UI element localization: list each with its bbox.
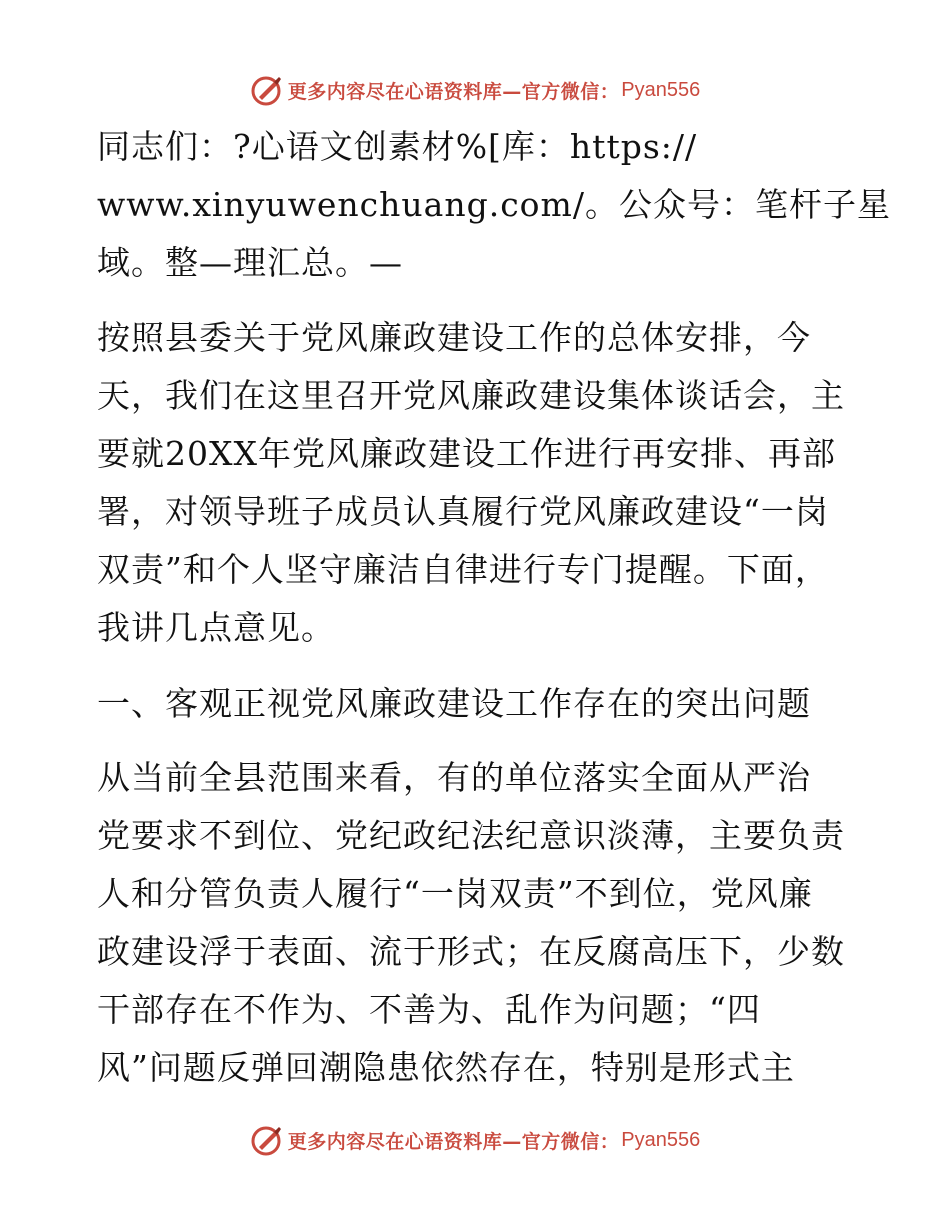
banner-wechat-id: Pyan556 — [621, 1128, 701, 1151]
text-line: 党要求不到位、党纪政纪法纪意识淡薄，主要负责 — [97, 816, 845, 855]
text-line: 要就20XX年党风廉政建设工作进行再安排、再部 — [97, 434, 836, 473]
text-line: 按照县委关于党风廉政建设工作的总体安排，今 — [97, 318, 811, 357]
text-line: 人和分管负责人履行“一岗双责”不到位，党风廉 — [97, 874, 813, 913]
text-line: 双责”和个人坚守廉洁自律进行专门提醒。下面， — [97, 550, 829, 589]
header-banner — [0, 70, 950, 110]
paragraph-intro — [97, 309, 857, 657]
text-line: 同志们：?心语文创素材%[库：https:// — [97, 127, 698, 166]
text-line: 我讲几点意见。 — [97, 608, 335, 647]
text-line: 从当前全县范围来看，有的单位落实全面从严治 — [97, 758, 811, 797]
text-line: 政建设浮于表面、流于形式；在反腐高压下，少数 — [97, 932, 845, 971]
paragraph-greeting — [97, 118, 891, 292]
brush-logo-icon — [250, 73, 284, 107]
heading-line: 一、客观正视党风廉政建设工作存在的突出问题 — [97, 684, 811, 723]
text-line: 署，对领导班子成员认真履行党风廉政建设“一岗 — [97, 492, 829, 531]
paragraph-problems — [97, 749, 857, 1097]
section-heading — [97, 675, 857, 733]
banner-text: 更多内容尽在心语资料库—官方微信： — [287, 80, 620, 103]
text-line: 风”问题反弹回潮隐患依然存在，特别是形式主 — [97, 1048, 795, 1087]
banner-text: 更多内容尽在心语资料库—官方微信： — [287, 1130, 620, 1153]
text-line: 天，我们在这里召开党风廉政建设集体谈话会，主 — [97, 376, 845, 415]
brush-logo-icon — [250, 1123, 284, 1157]
footer-banner — [0, 1120, 950, 1160]
text-line: 干部存在不作为、不善为、乱作为问题；“四 — [97, 990, 761, 1029]
text-line: 域。整—理汇总。— — [97, 243, 403, 282]
text-line: www.xinyuwenchuang.com/。公众号：笔杆子星 — [97, 185, 891, 224]
banner-wechat-id: Pyan556 — [621, 78, 701, 101]
